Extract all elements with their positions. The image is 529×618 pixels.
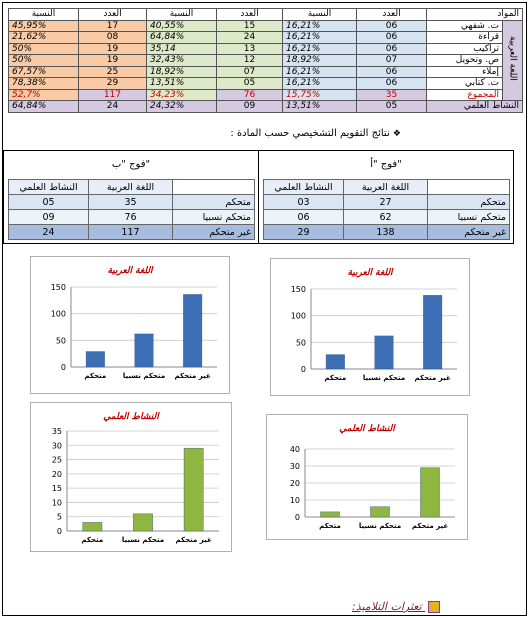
x-tick-label: متحكم نسبيا bbox=[121, 536, 165, 544]
x-tick-label: غير متحكم bbox=[414, 374, 451, 382]
footer-heading bbox=[352, 600, 440, 613]
cell: 15 bbox=[217, 20, 283, 32]
cell: 09 bbox=[217, 101, 283, 113]
bar bbox=[86, 352, 104, 367]
cell: 06 bbox=[357, 20, 427, 32]
cell: 24,32% bbox=[147, 101, 217, 113]
group-a-table bbox=[263, 179, 510, 240]
bar bbox=[423, 295, 441, 369]
x-tick-label: غير متحكم bbox=[411, 522, 449, 530]
group-label: اللغة العربية bbox=[507, 36, 518, 82]
cell: 13 bbox=[217, 43, 283, 55]
x-tick-label: متحكم bbox=[324, 374, 347, 382]
cell: 19 bbox=[79, 55, 147, 67]
header-cell: النشاط العلمي bbox=[9, 180, 89, 195]
y-tick-label: 5 bbox=[56, 512, 62, 522]
table-row bbox=[9, 225, 255, 240]
section-heading-text: نتائج التقويم التشخيصي حسب المادة : bbox=[230, 128, 390, 139]
cell: 50% bbox=[9, 55, 79, 67]
y-tick-label: 35 bbox=[51, 427, 62, 436]
y-tick-label: 0 bbox=[300, 365, 306, 374]
results-table bbox=[8, 8, 523, 113]
bar bbox=[371, 507, 390, 517]
cell: 05 bbox=[357, 101, 427, 113]
group-title: فوج "أ" bbox=[370, 159, 402, 170]
table-row bbox=[9, 66, 523, 78]
cell: 17 bbox=[79, 20, 147, 32]
y-tick-label: 100 bbox=[290, 311, 306, 321]
x-tick-label: غير متحكم bbox=[174, 372, 211, 380]
cell: 12 bbox=[217, 55, 283, 67]
y-tick-label: 25 bbox=[51, 455, 62, 465]
chart-science-group-b bbox=[30, 402, 232, 552]
cell: 06 bbox=[357, 43, 427, 55]
x-tick-label: متحكم نسبيا bbox=[362, 374, 406, 382]
cell: 76 bbox=[217, 89, 283, 101]
cell: 27 bbox=[344, 195, 428, 210]
chart-science-group-a bbox=[266, 414, 468, 540]
table-row bbox=[264, 225, 510, 240]
table-row bbox=[9, 195, 255, 210]
cell: 19 bbox=[79, 43, 147, 55]
bar bbox=[133, 514, 152, 531]
bar bbox=[326, 355, 344, 369]
header-cell bbox=[173, 180, 255, 195]
cell: 138 bbox=[344, 225, 428, 240]
x-tick-label: متحكم bbox=[319, 522, 341, 530]
row-label: متحكم bbox=[173, 195, 255, 210]
cell: 76 bbox=[89, 210, 173, 225]
y-tick-label: 0 bbox=[294, 513, 300, 522]
y-tick-label: 20 bbox=[51, 469, 62, 479]
table-row bbox=[9, 32, 523, 44]
cell: 05 bbox=[9, 195, 89, 210]
x-tick-label: متحكم bbox=[84, 372, 107, 380]
cell: 35 bbox=[357, 89, 427, 101]
bar bbox=[83, 522, 102, 531]
x-tick-label: متحكم bbox=[81, 536, 104, 544]
cell: 50% bbox=[9, 43, 79, 55]
cell: 25 bbox=[79, 66, 147, 78]
bullet-icon: ❖ bbox=[392, 129, 401, 139]
cell: 06 bbox=[264, 210, 344, 225]
y-tick-label: 30 bbox=[289, 462, 300, 471]
cell: 34,23% bbox=[147, 89, 217, 101]
subject-cell: ت. كتابي bbox=[427, 78, 503, 90]
cell: 29 bbox=[264, 225, 344, 240]
x-tick-label: متحكم نسبيا bbox=[122, 372, 166, 380]
table-header-row bbox=[264, 180, 510, 195]
header-cell: المواد bbox=[427, 9, 523, 21]
science-row bbox=[9, 101, 523, 113]
y-tick-label: 15 bbox=[51, 484, 62, 494]
bar-chart bbox=[31, 403, 231, 551]
bar bbox=[321, 512, 340, 517]
table-row bbox=[9, 43, 523, 55]
y-tick-label: 20 bbox=[289, 479, 300, 488]
bar bbox=[375, 336, 393, 369]
header-cell: اللغة العربية bbox=[344, 180, 428, 195]
cell: 64,84% bbox=[9, 101, 79, 113]
table-row bbox=[9, 20, 523, 32]
cell: 67,57% bbox=[9, 66, 79, 78]
subject-cell: تراكيب bbox=[427, 43, 503, 55]
y-tick-label: 10 bbox=[51, 498, 62, 508]
cell: 35,14 bbox=[147, 43, 217, 55]
subject-cell: المجموع bbox=[427, 89, 503, 101]
table-row bbox=[9, 78, 523, 90]
cell: 09 bbox=[9, 210, 89, 225]
cell: 40,55% bbox=[147, 20, 217, 32]
y-tick-label: 0 bbox=[56, 527, 62, 536]
cell: 06 bbox=[357, 32, 427, 44]
header-cell: النسبة bbox=[283, 9, 357, 21]
cell: 32,43% bbox=[147, 55, 217, 67]
cell: 16,21% bbox=[283, 20, 357, 32]
y-tick-label: 150 bbox=[50, 283, 66, 292]
bar bbox=[421, 468, 440, 517]
y-tick-label: 40 bbox=[289, 445, 300, 454]
chart-title: اللغة العربية bbox=[107, 266, 153, 276]
y-tick-label: 50 bbox=[55, 336, 66, 346]
cell: 05 bbox=[217, 78, 283, 90]
total-row bbox=[9, 89, 523, 101]
cell: 52,7% bbox=[9, 89, 79, 101]
header-cell bbox=[428, 180, 510, 195]
group-b-panel bbox=[3, 150, 259, 244]
cell: 18,92% bbox=[147, 66, 217, 78]
row-label: متحكم bbox=[428, 195, 510, 210]
header-cell: العدد bbox=[217, 9, 283, 21]
cell: 117 bbox=[89, 225, 173, 240]
header-cell: العدد bbox=[357, 9, 427, 21]
group-label-cell bbox=[503, 20, 523, 101]
cell: 15,75% bbox=[283, 89, 357, 101]
y-tick-label: 100 bbox=[50, 309, 66, 319]
chart-title: النشاط العلمي bbox=[339, 424, 395, 434]
subject-cell: ص. وتحويل bbox=[427, 55, 503, 67]
cell: 13,51% bbox=[283, 101, 357, 113]
y-tick-label: 50 bbox=[295, 338, 306, 348]
x-tick-label: غير متحكم bbox=[175, 536, 212, 544]
cell: 16,21% bbox=[283, 32, 357, 44]
cell: 64,84% bbox=[147, 32, 217, 44]
cell: 62 bbox=[344, 210, 428, 225]
y-tick-label: 10 bbox=[289, 496, 300, 505]
x-tick-label: متحكم نسبيا bbox=[358, 522, 402, 530]
cell: 24 bbox=[217, 32, 283, 44]
subject-cell: النشاط العلمي bbox=[427, 101, 523, 113]
row-label: غير متحكم bbox=[428, 225, 510, 240]
table-row bbox=[9, 55, 523, 67]
cell: 29 bbox=[79, 78, 147, 90]
header-cell: العدد bbox=[79, 9, 147, 21]
bar-chart bbox=[31, 257, 229, 393]
table-row bbox=[9, 210, 255, 225]
cell: 06 bbox=[357, 78, 427, 90]
cell: 21,62% bbox=[9, 32, 79, 44]
cell: 07 bbox=[357, 55, 427, 67]
row-label: غير متحكم bbox=[173, 225, 255, 240]
cell: 06 bbox=[357, 66, 427, 78]
bar bbox=[184, 448, 203, 531]
chart-arabic-group-b bbox=[30, 256, 230, 394]
footer-text: تعثرات التلاميذ: bbox=[352, 600, 422, 613]
cell: 117 bbox=[79, 89, 147, 101]
cell: 07 bbox=[217, 66, 283, 78]
bar bbox=[135, 334, 153, 367]
row-label: متحكم نسبيا bbox=[428, 210, 510, 225]
table-row bbox=[264, 195, 510, 210]
bar bbox=[183, 294, 201, 367]
cell: 24 bbox=[9, 225, 89, 240]
subject-cell: قراءة bbox=[427, 32, 503, 44]
header-cell: النسبة bbox=[147, 9, 217, 21]
y-tick-label: 0 bbox=[60, 363, 66, 372]
cell: 13,51% bbox=[147, 78, 217, 90]
table-header-row bbox=[9, 9, 523, 21]
chart-title: النشاط العلمي bbox=[103, 412, 159, 422]
cell: 24 bbox=[79, 101, 147, 113]
table-header-row bbox=[9, 180, 255, 195]
cell: 16,21% bbox=[283, 66, 357, 78]
pencil-icon bbox=[428, 601, 440, 613]
cell: 18,92% bbox=[283, 55, 357, 67]
group-title: فوج "ب" bbox=[111, 159, 151, 170]
group-b-table bbox=[8, 179, 255, 240]
header-cell: اللغة العربية bbox=[89, 180, 173, 195]
header-cell: النسبة bbox=[9, 9, 79, 21]
cell: 08 bbox=[79, 32, 147, 44]
subject-cell: ت. شفهي bbox=[427, 20, 503, 32]
group-a-panel bbox=[258, 150, 514, 244]
header-cell: النشاط العلمي bbox=[264, 180, 344, 195]
chart-arabic-group-a bbox=[270, 258, 470, 396]
subject-cell: إملاء bbox=[427, 66, 503, 78]
y-tick-label: 150 bbox=[290, 285, 306, 294]
row-label: متحكم نسبيا bbox=[173, 210, 255, 225]
cell: 16,21% bbox=[283, 78, 357, 90]
cell: 45,95% bbox=[9, 20, 79, 32]
bar-chart bbox=[271, 259, 469, 395]
bar-chart bbox=[267, 415, 467, 539]
cell: 03 bbox=[264, 195, 344, 210]
chart-title: اللغة العربية bbox=[347, 268, 393, 278]
table-row bbox=[264, 210, 510, 225]
cell: 16,21% bbox=[283, 43, 357, 55]
cell: 78,38% bbox=[9, 78, 79, 90]
y-tick-label: 30 bbox=[51, 441, 62, 451]
section-heading bbox=[230, 128, 401, 139]
cell: 35 bbox=[89, 195, 173, 210]
